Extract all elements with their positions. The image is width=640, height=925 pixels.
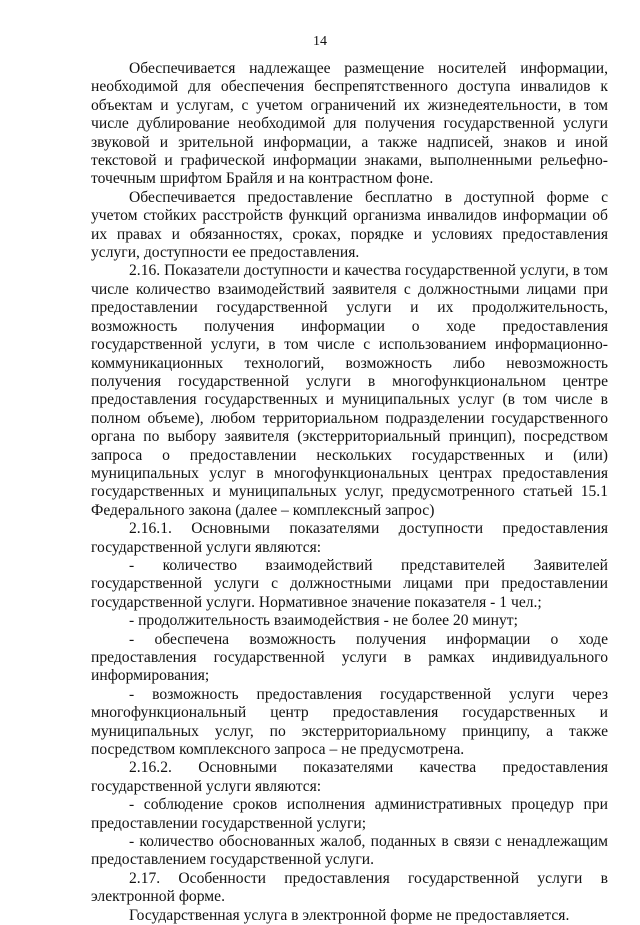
list-item-duration: - продолжительность взаимодействия - не более 20 минут;	[129, 612, 518, 630]
list-item-interactions: - количество взаимодействий представителей Заявителей государственной услуги с должностными лицами при предоставлении государственной услуги. Нормативное значение показателя - 1 чел.;	[91, 556, 608, 611]
paragraph-electronic-form: Государственная услуга в электронной форме не предоставляется.	[129, 906, 570, 924]
paragraph-accessibility-info: Обеспечивается надлежащее размещение носителей информации, необходимой для обеспечения беспрепятственного доступа инвалидов к объектам и услугам, с учетом ограничений их жизнедеятельности, в том числе дублирование необходимой для получения государственной услуги звуковой и зрительной информации, а также надписей, знаков и иной текстовой и графической информации знаками, выполненными рельефно-точечным шрифтом Брайля и на контрастном фоне.	[91, 60, 608, 188]
paragraph-free-info: Обеспечивается предоставление бесплатно в доступной форме с учетом стойких расстройств функций организма инвалидов информации об их правах и обязанностях, сроках, порядке и условиях предоставления услуги, доступности ее предоставления.	[91, 188, 608, 262]
list-item-mfc: - возможность предоставления государственной услуги через многофункциональный центр предоставления государственных и муниципальных услуг, по экстерриториальному принципу, а также посредством комплексного запроса – не предусмотрена.	[91, 685, 608, 759]
document-body	[91, 60, 608, 925]
paragraph-2-16: 2.16. Показатели доступности и качества государственной услуги, в том числе количество взаимодействий заявителя с должностными лицами при предоставлении государственной услуги и их продолжительность, возможность получения информации о ходе предоставления государственной услуги, в том числе с использованием информационно-коммуникационных технологий, возможность либо невозможность получения государственной услуги в многофункциональном центре предоставления государственных и муниципальных услуг (в том числе в полном объеме), любом территориальном подразделении государственного органа по выбору заявителя (экстерриториальный принцип), посредством запроса о предоставлении нескольких государственных и (или) муниципальных услуг в многофункциональных центрах предоставления государственных и муниципальных услуг, предусмотренного статьей 15.1 Федерального закона (далее – комплексный запрос)	[91, 262, 608, 519]
paragraph-2-16-2: 2.16.2. Основными показателями качества предоставления государственной услуги являются:	[91, 759, 608, 795]
paragraph-2-17: 2.17. Особенности предоставления государственной услуги в электронной форме.	[91, 869, 608, 906]
page-number: 14	[313, 34, 327, 49]
paragraph-2-16-1: 2.16.1. Основными показателями доступности предоставления государственной услуги являются:	[91, 520, 608, 556]
list-item-information: - обеспечена возможность получения информации о ходе предоставления государственной услуги в рамках индивидуального информирования;	[91, 630, 608, 685]
list-item-complaints: - количество обоснованных жалоб, поданных в связи с ненадлежащим предоставлением государственной услуги.	[91, 833, 608, 869]
list-item-deadlines: - соблюдение сроков исполнения административных процедур при предоставлении государственной услуги;	[91, 796, 608, 832]
